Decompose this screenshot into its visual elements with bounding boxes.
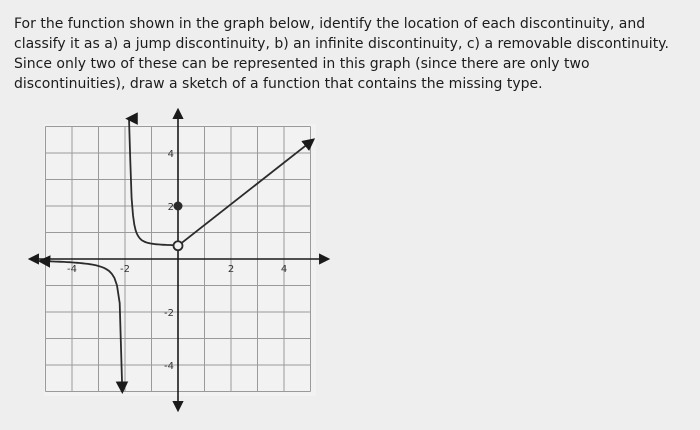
open-point <box>174 241 183 250</box>
y-tick-label: -2 <box>164 308 174 319</box>
x-tick-label: 2 <box>227 264 235 275</box>
y-tick-label: -4 <box>164 361 174 372</box>
x-tick-label: -2 <box>120 264 130 275</box>
question-text: For the function shown in the graph below, identify the location of each discontinuity, and classify it as a) a jump discontinuity, b) an infinite discontinuity, c) a removable discontinuity. Since only two of these can be represented in this graph (since there are only two discontinuities), draw a sketch of a function that contains the missing type. <box>14 16 669 92</box>
y-tick-label: 4 <box>167 149 174 160</box>
x-tick-label: -4 <box>67 264 77 275</box>
x-tick-label: 4 <box>280 264 288 275</box>
graph-area <box>44 124 316 396</box>
closed-point <box>174 202 183 211</box>
y-tick-label: 2 <box>167 202 174 213</box>
